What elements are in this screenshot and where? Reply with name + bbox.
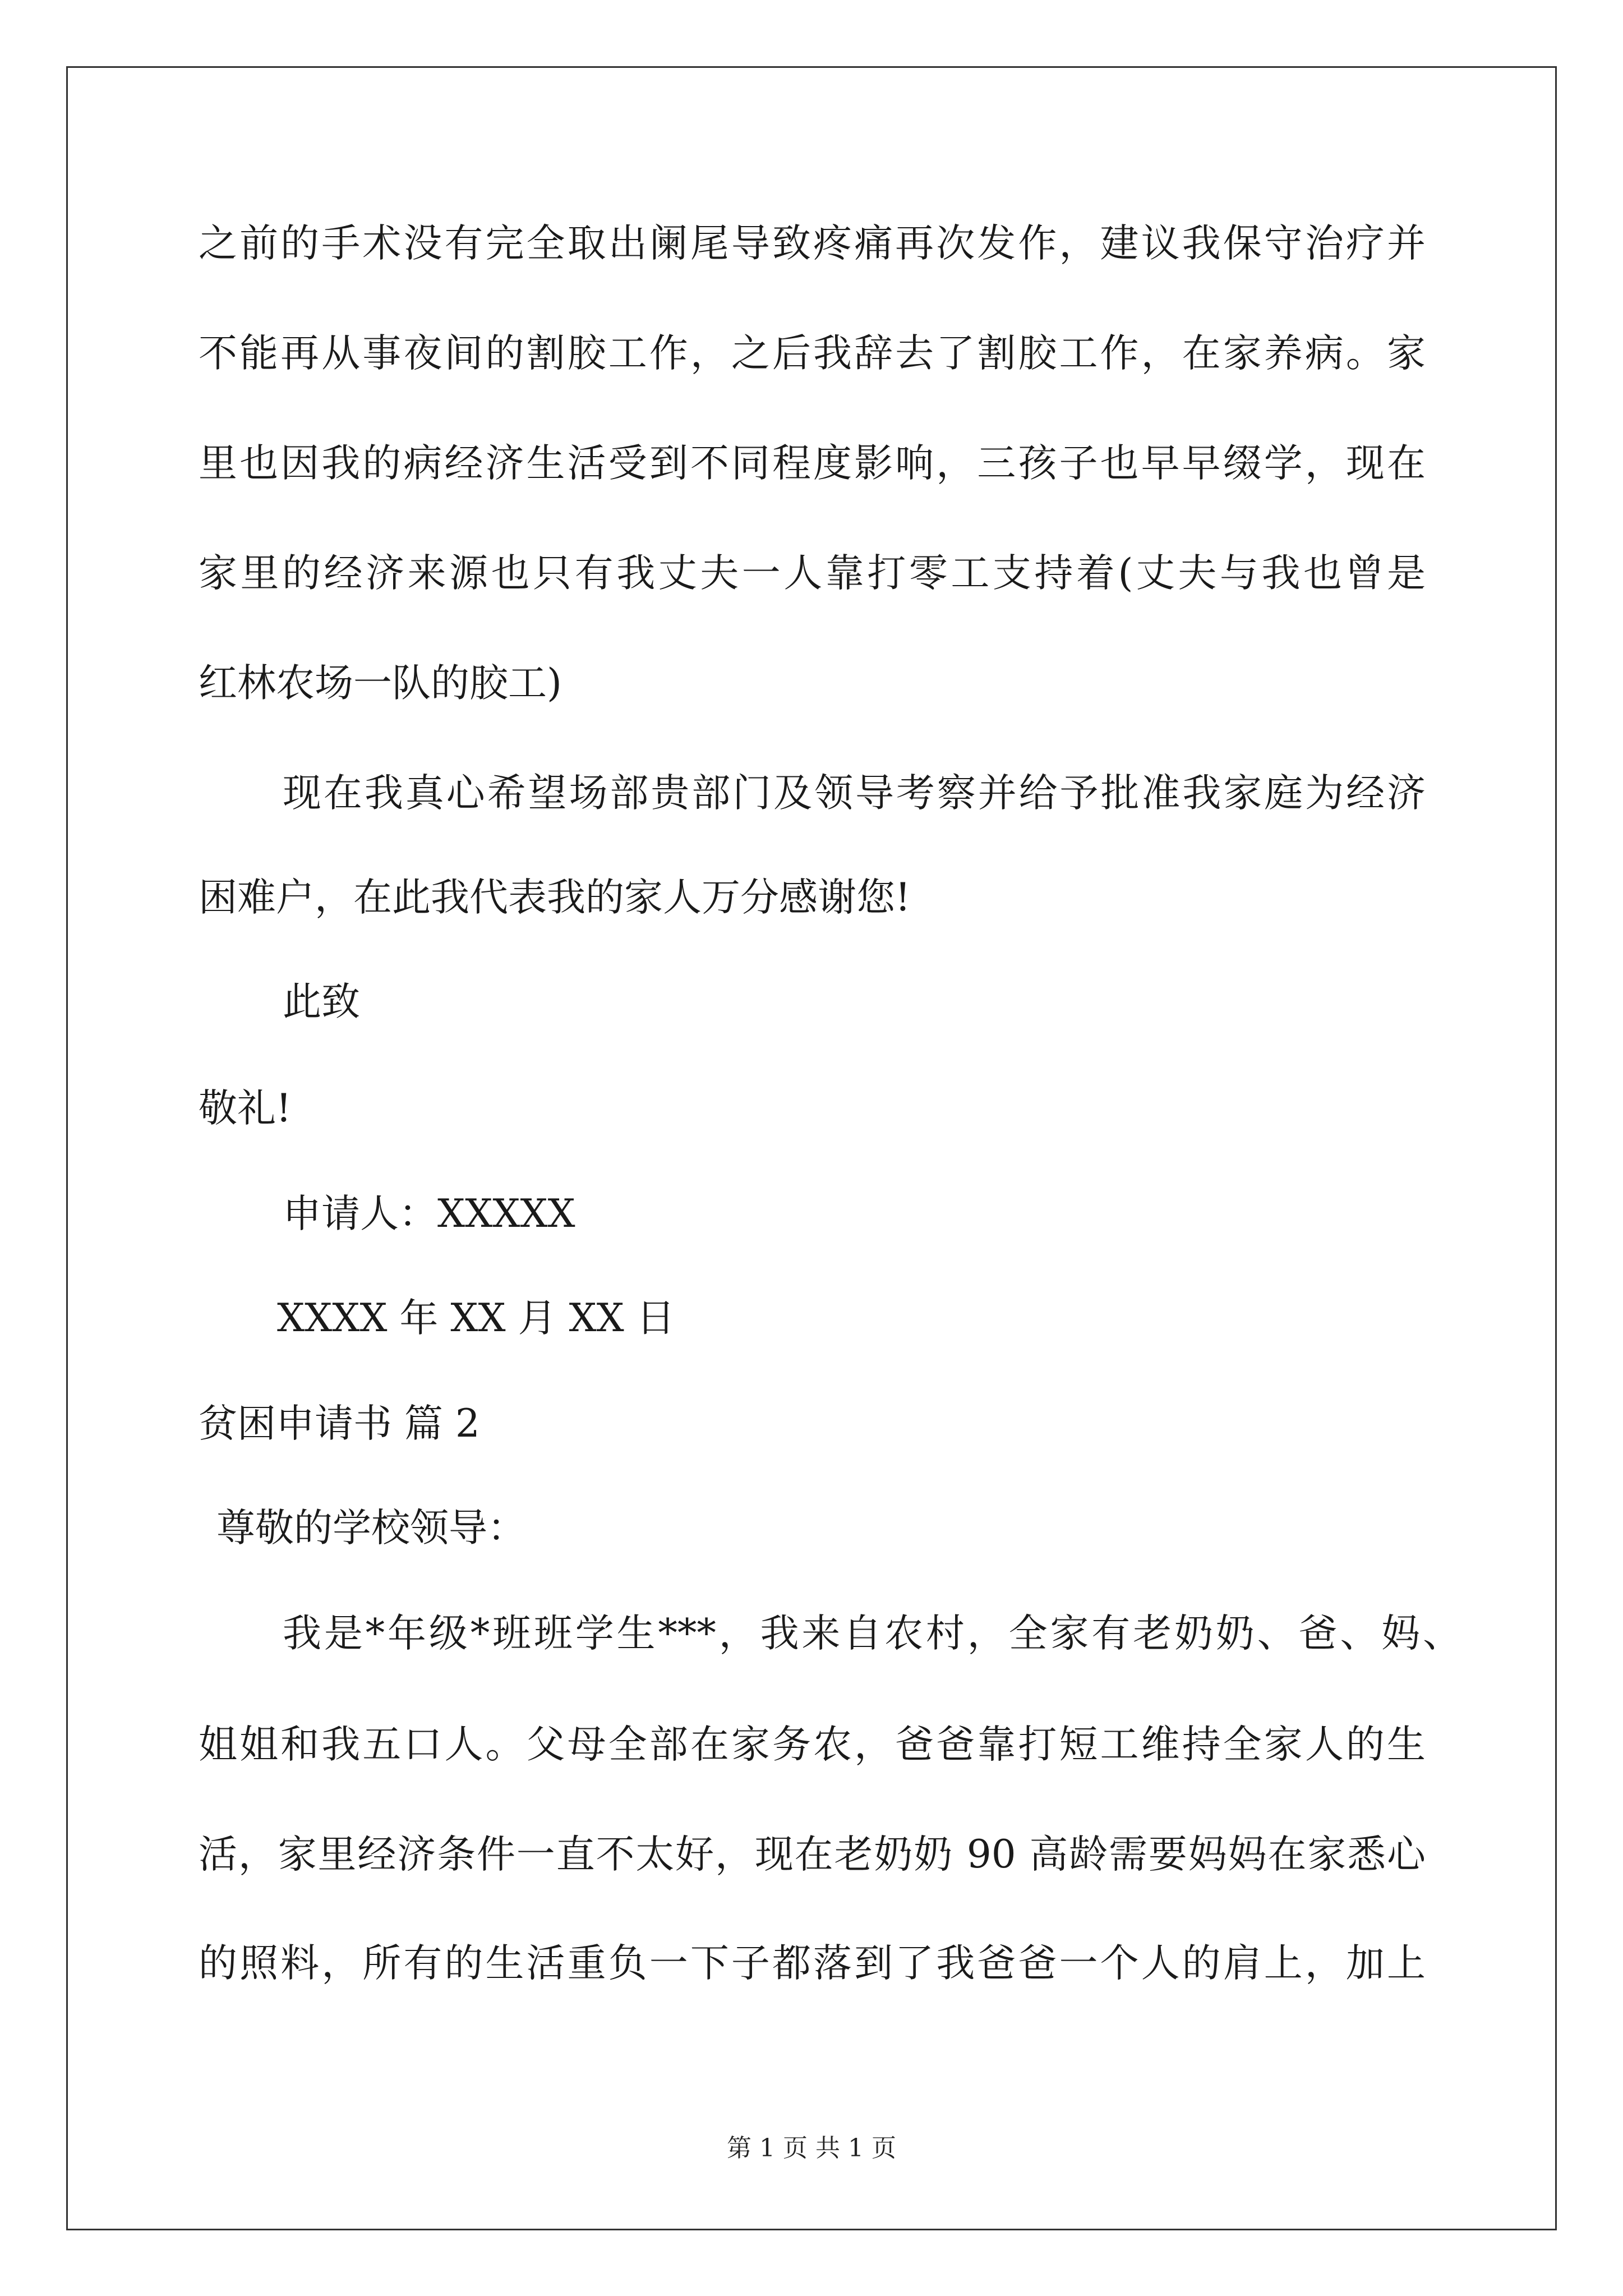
section-title: 贫困申请书 篇 2 <box>199 1401 480 1446</box>
body-line-11: 的照料，所有的生活重负一下子都落到了我爸爸一个人的肩上，加上 <box>199 1941 1426 1986</box>
closing-phrase: 此致 <box>283 979 360 1024</box>
body-line-6: 现在我真心希望场部贵部门及领导考察并给予批准我家庭为经济 <box>283 771 1426 816</box>
salutation: 敬礼! <box>199 1086 292 1131</box>
date-line: XXXX 年 XX 月 XX 日 <box>277 1296 675 1341</box>
applicant-signature: 申请人：XXXXX <box>283 1191 575 1236</box>
body-line-10: 活，家里经济条件一直不太好，现在老奶奶 90 高龄需要妈妈在家悉心 <box>199 1832 1426 1877</box>
body-line-1: 之前的手术没有完全取出阑尾导致疼痛再次发作，建议我保守治疗并 <box>199 221 1426 266</box>
body-line-2: 不能再从事夜间的割胶工作，之后我辞去了割胶工作，在家养病。家 <box>199 331 1426 376</box>
body-line-5: 红林农场一队的胶工) <box>199 661 562 706</box>
page-footer: 第 1 页 共 1 页 <box>727 2134 896 2162</box>
body-line-7: 困难户，在此我代表我的家人万分感谢您! <box>199 875 911 920</box>
body-line-9: 姐姐和我五口人。父母全部在家务农，爸爸靠打短工维持全家人的生 <box>199 1722 1426 1767</box>
greeting: 尊敬的学校领导： <box>216 1506 526 1550</box>
page-border <box>66 66 1557 2230</box>
body-line-8: 我是*年级*班班学生***，我来自农村，全家有老奶奶、爸、妈、 <box>283 1611 1461 1656</box>
body-line-4: 家里的经济来源也只有我丈夫一人靠打零工支持着(丈夫与我也曾是 <box>199 551 1426 596</box>
body-line-3: 里也因我的病经济生活受到不同程度影响，三孩子也早早缀学，现在 <box>199 441 1426 486</box>
